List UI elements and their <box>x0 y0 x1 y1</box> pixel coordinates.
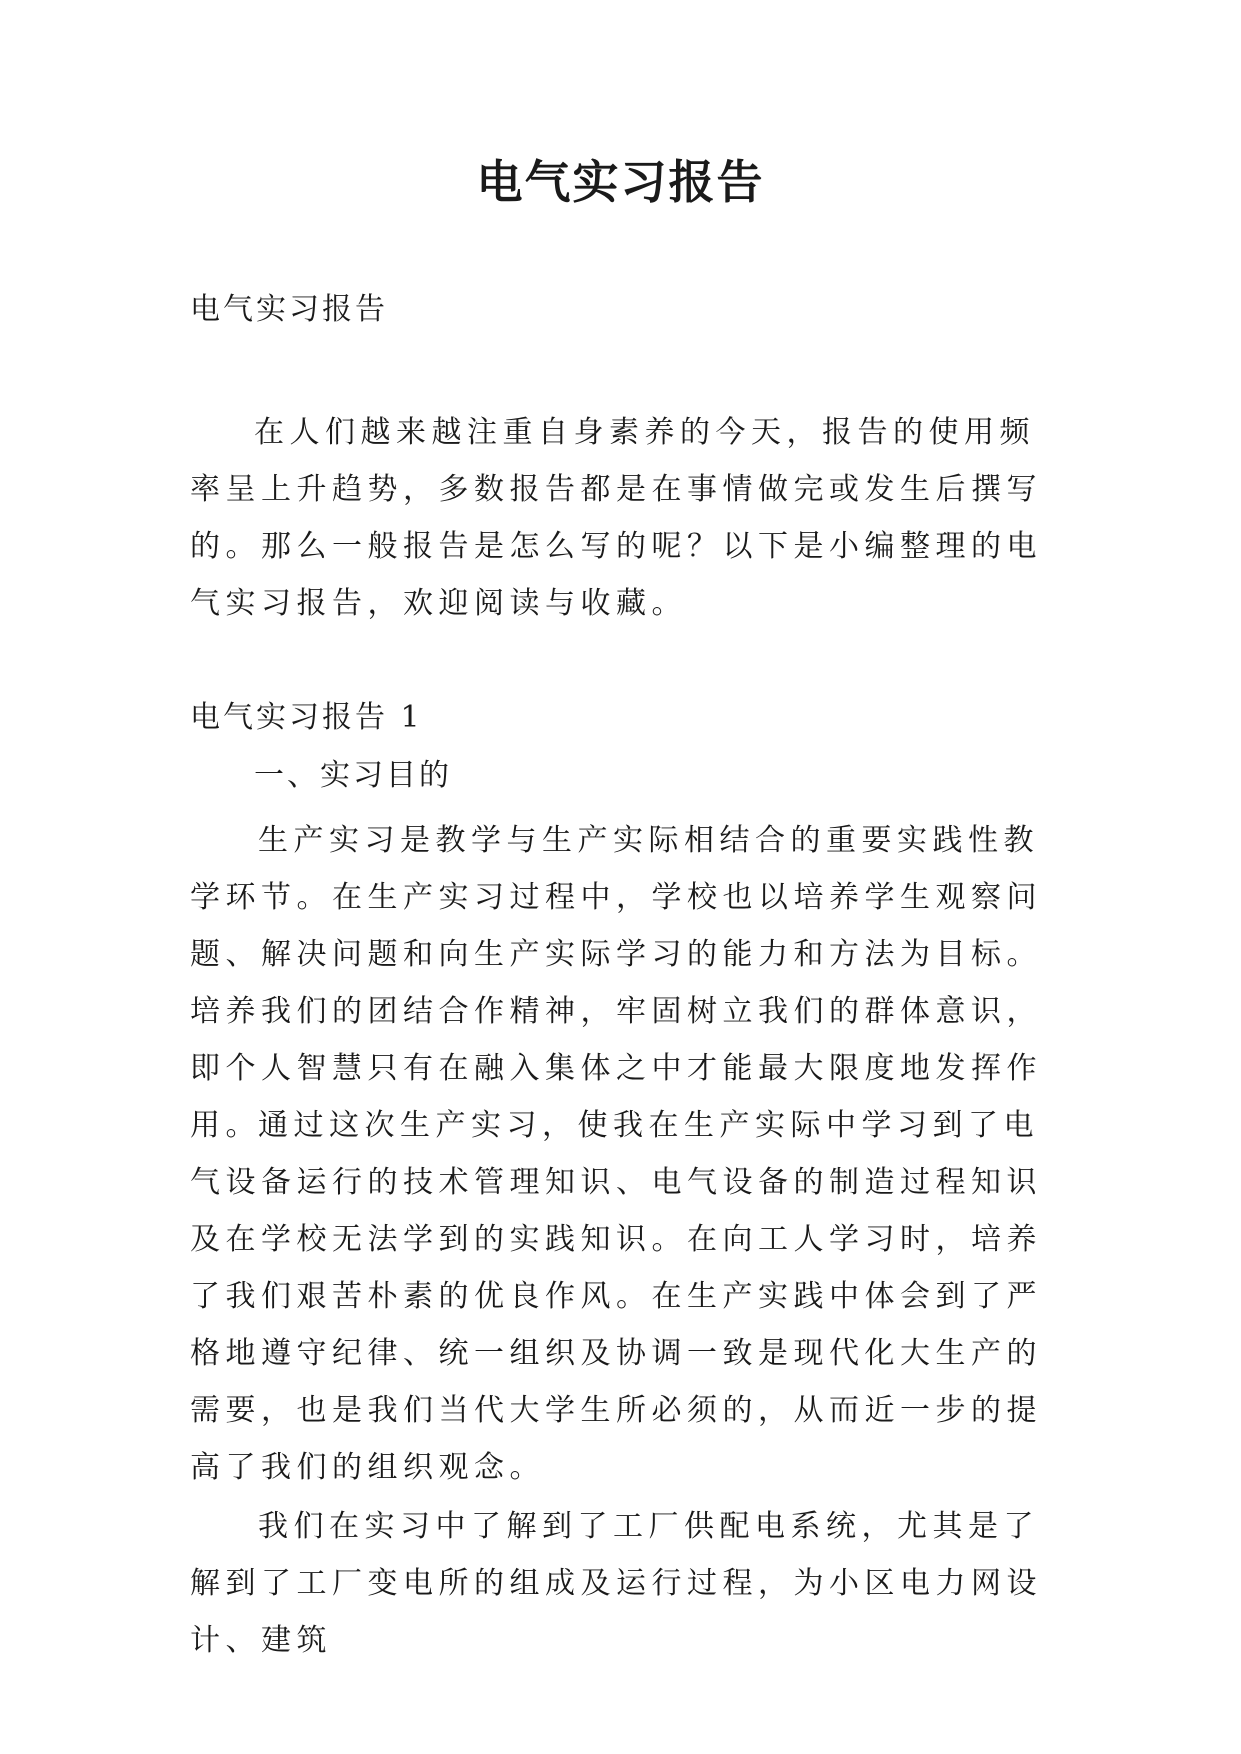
section-subheading: 一、实习目的 <box>254 758 452 793</box>
document-title: 电气实习报告 <box>476 155 765 209</box>
body-paragraph-2: 通过这次生产实习，使我在生产实际中学习到了电气设备运行的技术管理知识、电气设备的制造过程知识及在学校无法学到的实践知识。在向工人学习时，培养了我们艰苦朴素的优良作风。在生产实践中体会到了严格地遵守纪律、统一组织及协调一致是现代化大生产的需要，也是我们当代大学生所必须的，从而近一步的提高了我们的组织观念。 <box>190 1108 1042 1485</box>
document-subtitle: 电气实习报告 <box>190 292 388 327</box>
body-paragraph-1: 生产实习是教学与生产实际相结合的重要实践性教学环节。在生产实习过程中，学校也以培养学生观察问题、解决问题和向生产实际学习的能力和方法为目标。培养我们的团结合作精神，牢固树立我们的群体意识，即个人智慧只有在融入集体之中才能最大限度地发挥作用。 <box>190 823 1042 1143</box>
body-paragraph-3: 我们在实习中了解到了工厂供配电系统，尤其是了解到了工厂变电所的组成及运行过程，为小区电力网设计、建筑 <box>190 1509 1042 1658</box>
section-heading: 电气实习报告 1 <box>190 700 423 735</box>
intro-paragraph: 在人们越来越注重自身素养的今天，报告的使用频率呈上升趋势，多数报告都是在事情做完或发生后撰写的。那么一般报告是怎么写的呢？以下是小编整理的电气实习报告，欢迎阅读与收藏。 <box>190 415 1042 621</box>
